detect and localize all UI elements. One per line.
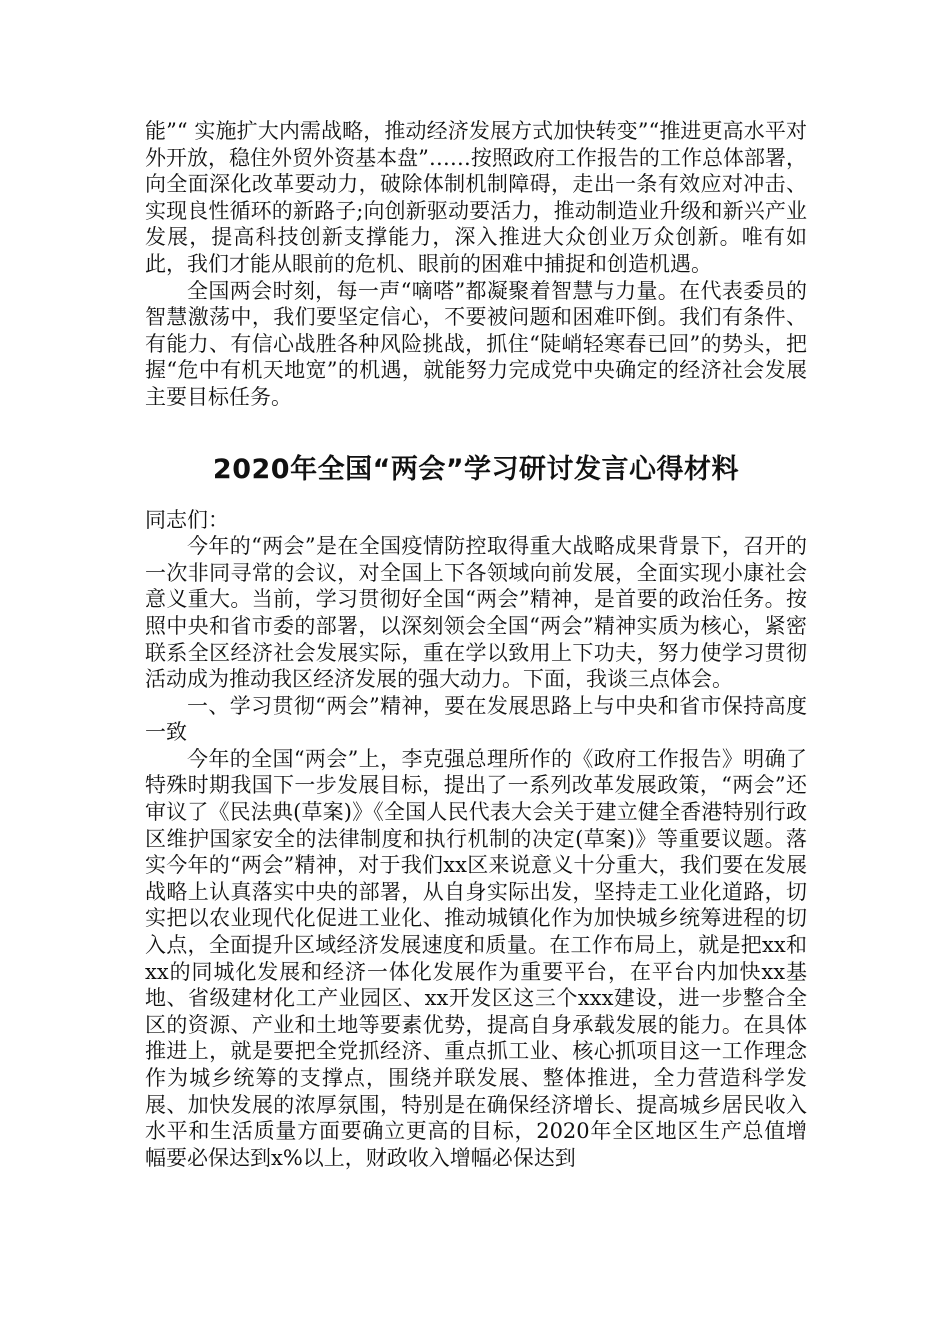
section-heading-1: 一、学习贯彻“两会”精神，要在发展思路上与中央和省市保持高度一致 xyxy=(145,693,807,745)
intro-paragraph-1: 能”“ 实施扩大内需战略，推动经济发展方式加快转变”“推进更高水平对外开放，稳住外贸外资基本盘”……按照政府工作报告的工作总体部署，向全面深化改革要动力，破除体制机制障碍，走出一条有效应对冲击、实现良性循环的新路子;向创新驱动要活力，推动制造业升级和新兴产业发展，提高科技创新支撑能力，深入推进大众创业万众创新。唯有如此，我们才能从眼前的危机、眼前的困难中捕捉和创造机遇。 xyxy=(145,119,807,276)
article-paragraph-2: 今年的全国“两会”上，李克强总理所作的《政府工作报告》明确了特殊时期我国下一步发展目标，提出了一系列改革发展政策，“两会”还审议了《民法典(草案)》《全国人民代表大会关于建立健全香港特别行政区维护国家安全的法律制度和执行机制的决定(草案)》等重要议题。落实今年的“两会”精神，对于我们xx区来说意义十分重大，我们要在发展战略上认真落实中央的部署，从自身实际出发，坚持走工业化道路，切实把以农业现代化促进工业化、推动城镇化作为加快城乡统筹进程的切入点，全面提升区域经济发展速度和质量。在工作布局上，就是把xx和xx的同城化发展和经济一体化发展作为重要平台，在平台内加快xx基地、省级建材化工产业园区、xx开发区这三个xxx建设，进一步整合全区的资源、产业和土地等要素优势，提高自身承载发展的能力。在具体推进上，就是要把全党抓经济、重点抓工业、核心抓项目这一工作理念作为城乡统筹的支撑点，围绕并联发展、整体推进，全力营造科学发展、加快发展的浓厚氛围，特别是在确保经济增长、提高城乡居民收入水平和生活质量方面要确立更高的目标，2020年全区地区生产总值增幅要必保达到x%以上，财政收入增幅必保达到 xyxy=(145,746,807,1170)
intro-paragraph-2: 全国两会时刻，每一声“嘀嗒”都凝聚着智慧与力量。在代表委员的智慧激荡中，我们要坚定信心，不要被问题和困难吓倒。我们有条件、有能力、有信心战胜各种风险挑战，抓住“陡峭轻寒春已回”的势头，把握“危中有机天地宽”的机遇，就能努力完成党中央确定的经济社会发展主要目标任务。 xyxy=(145,278,807,409)
document-page xyxy=(145,118,807,1171)
article-title: 2020年全国“两会”学习研讨发言心得材料 xyxy=(212,453,740,485)
salutation: 同志们： xyxy=(145,507,229,532)
article-paragraph-1: 今年的“两会”是在全国疫情防控取得重大战略成果背景下，召开的一次非同寻常的会议，对全国上下各领域向前发展，全面实现小康社会意义重大。当前，学习贯彻好全国“两会”精神，是首要的政治任务。按照中央和省市委的部署，以深刻领会全国“两会”精神实质为核心，紧密联系全区经济社会发展实际，重在学以致用上下功夫，努力使学习贯彻活动成为推动我区经济发展的强大动力。下面，我谈三点体会。 xyxy=(145,534,807,692)
